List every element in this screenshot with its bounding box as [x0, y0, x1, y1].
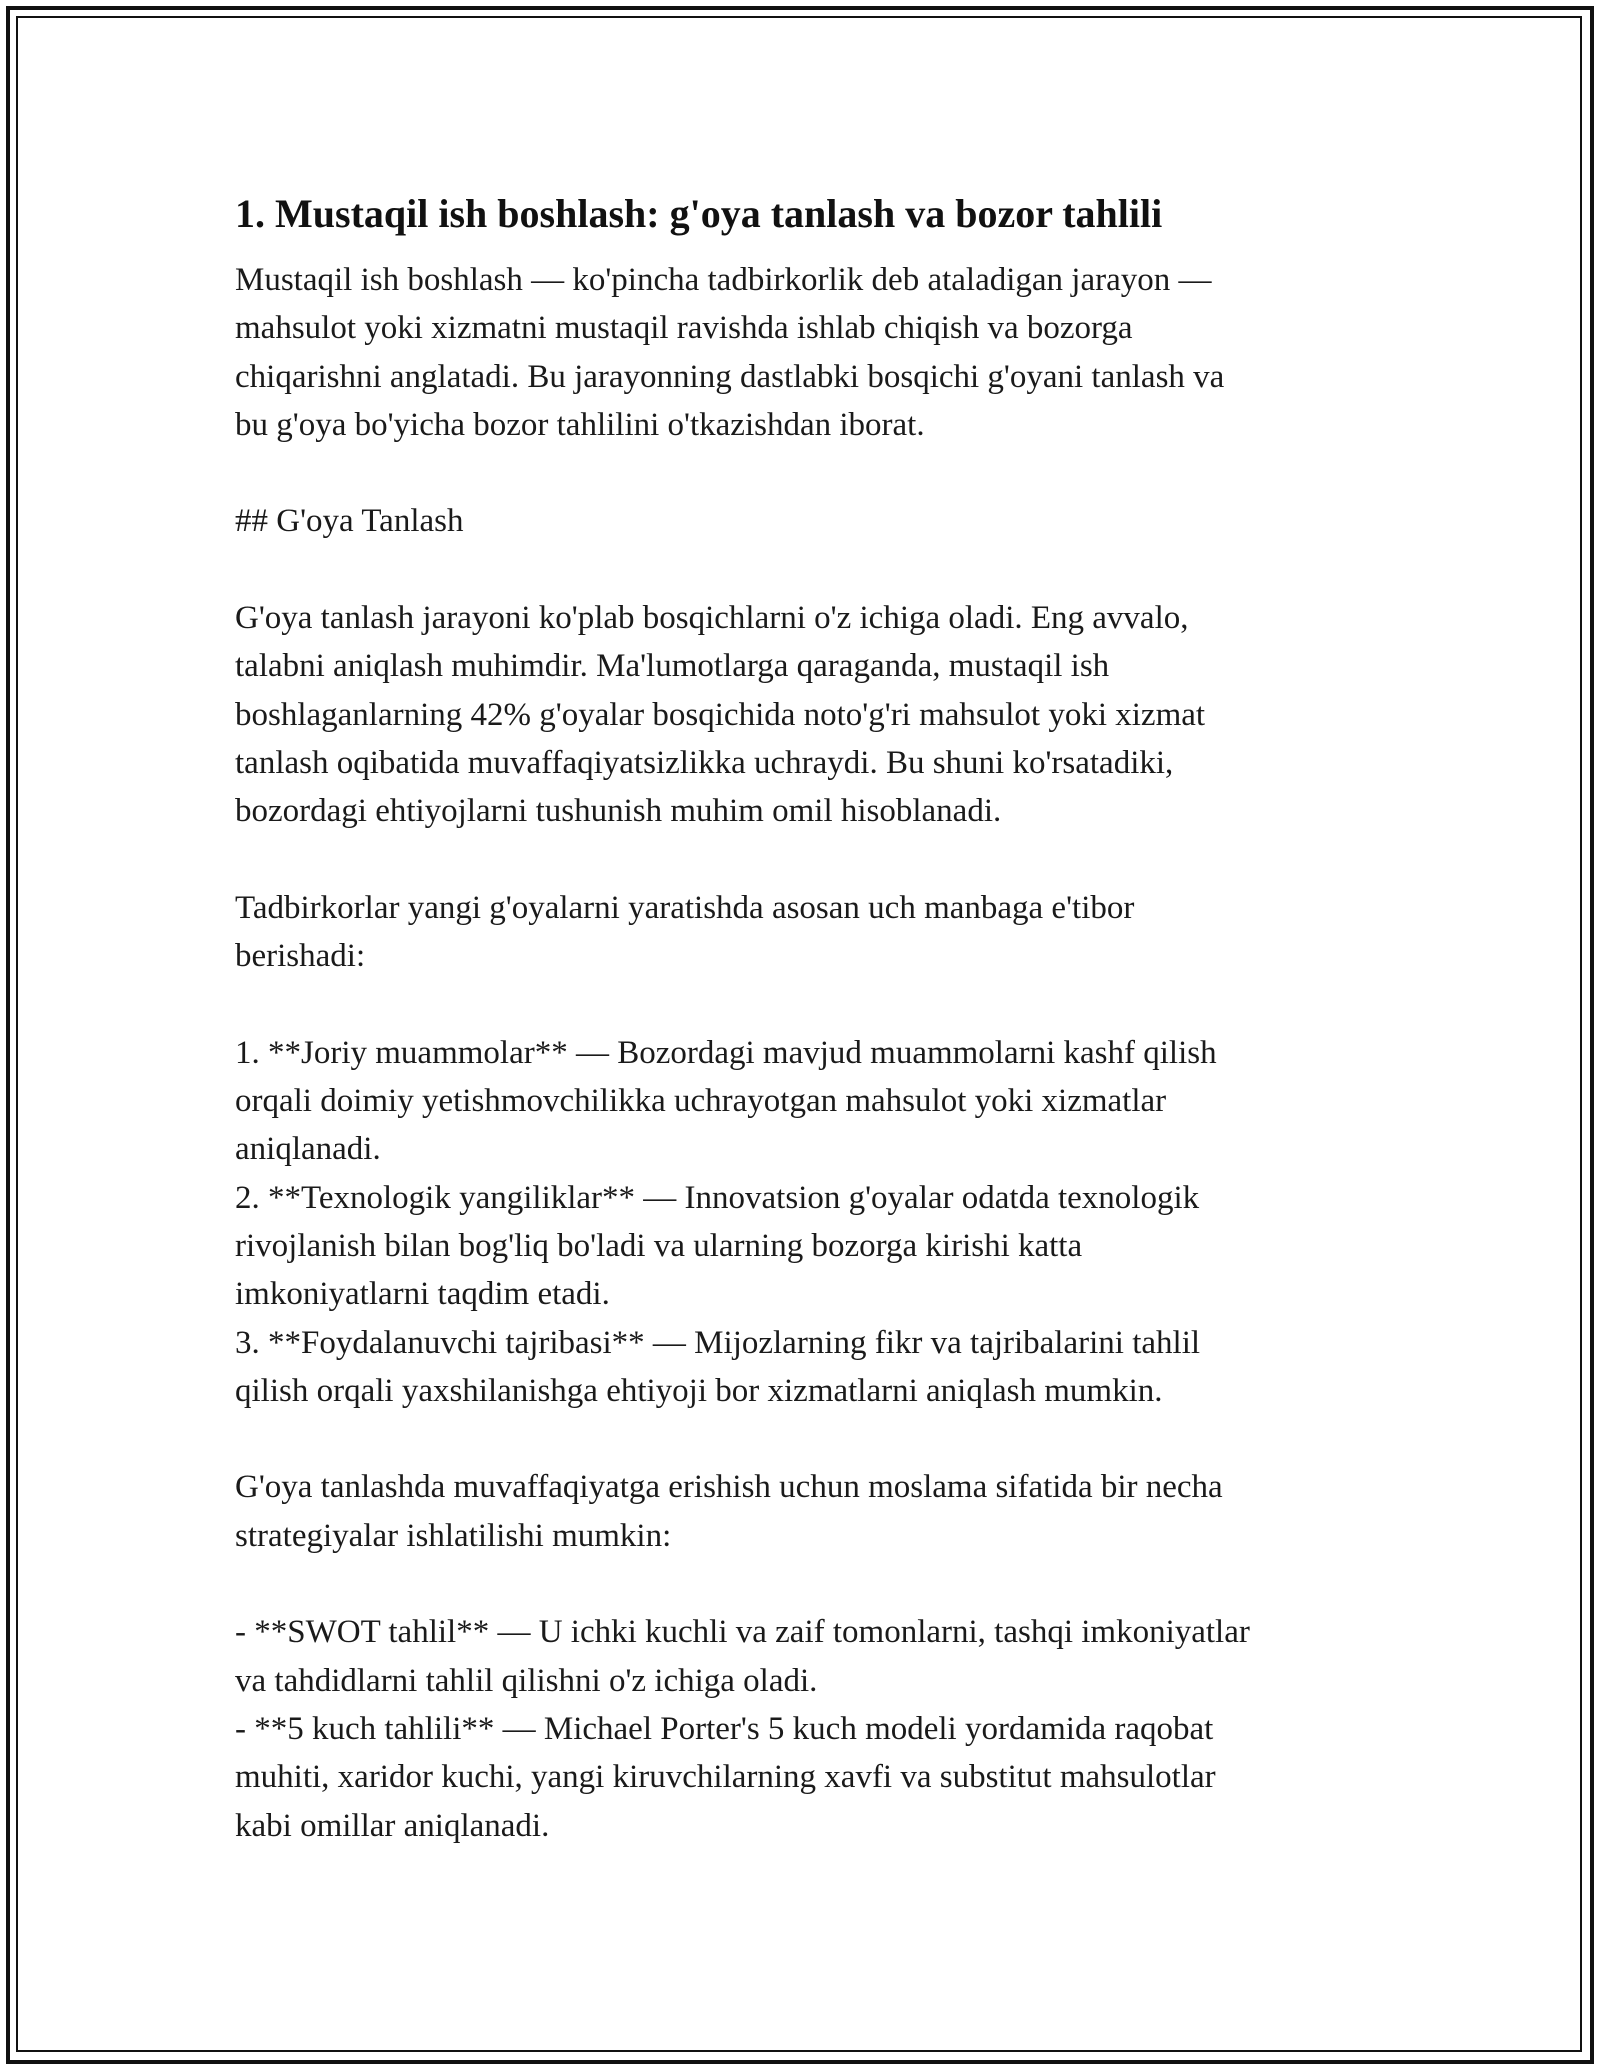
text-line [235, 980, 1380, 1028]
document-content [235, 186, 1380, 1850]
text-line: aniqlanadi. [235, 1131, 381, 1168]
text-line: G'oya tanlashda muvaffaqiyatga erishish uchun moslama sifatida bir necha [235, 1469, 1223, 1506]
text-line: qilish orqali yaxshilanishga ehtiyoji bor xizmatlarni aniqlash mumkin. [235, 1372, 1163, 1409]
text-line: talabni aniqlash muhimdir. Ma'lumotlarga qaraganda, mustaqil ish [235, 648, 1110, 685]
text-line: va tahdidlarni tahlil qilishni o'z ichiga oladi. [235, 1662, 818, 1699]
text-line: bozordagi ehtiyojlarni tushunish muhim omil hisoblanadi. [235, 793, 1002, 830]
text-line: Mustaqil ish boshlash — ko'pincha tadbirkorlik deb ataladigan jarayon — [235, 262, 1212, 298]
text-line: bu g'oya bo'yicha bozor tahlilini o'tkazishdan iborat. [235, 406, 925, 443]
text-line: tanlash oqibatida muvaffaqiyatsizlikka uchraydi. Bu shuni ko'rsatadiki, [235, 744, 1174, 781]
text-line [235, 1415, 1380, 1463]
text-line: mahsulot yoki xizmatni mustaqil ravishda ishlab chiqish va bozorga [235, 310, 1133, 347]
text-line [235, 449, 1380, 497]
text-line: orqali doimiy yetishmovchilikka uchrayotgan mahsulot yoki xizmatlar [235, 1083, 1167, 1120]
text-line: Tadbirkorlar yangi g'oyalarni yaratishda asosan uch manbaga e'tibor [235, 889, 1135, 926]
text-line: berishadi: [235, 938, 366, 975]
text-line [235, 546, 1380, 594]
text-line: - **5 kuch tahlili** — Michael Porter's 5 kuch modeli yordamida raqobat [235, 1710, 1214, 1747]
text-line: imkoniyatlarni taqdim etadi. [235, 1276, 610, 1313]
document-title: 1. Mustaqil ish boshlash: g'oya tanlash va bozor tahlili [235, 191, 1163, 236]
text-line: 1. **Joriy muammolar** — Bozordagi mavjud muammolarni kashf qilish [235, 1034, 1217, 1071]
text-line: kabi omillar aniqlanadi. [235, 1807, 550, 1844]
text-line: rivojlanish bilan bog'liq bo'ladi va ularning bozorga kirishi katta [235, 1227, 1083, 1264]
text-line [235, 1560, 1380, 1608]
text-line [235, 836, 1380, 884]
document-body [235, 256, 1380, 1850]
text-line: ## G'oya Tanlash [235, 503, 464, 540]
text-line: muhiti, xaridor kuchi, yangi kiruvchilarning xavfi va substitut mahsulotlar [235, 1759, 1216, 1796]
text-line: - **SWOT tahlil** — U ichki kuchli va zaif tomonlarni, tashqi imkoniyatlar [235, 1614, 1250, 1651]
text-line: 2. **Texnologik yangiliklar** — Innovatsion g'oyalar odatda texnologik [235, 1179, 1200, 1216]
text-line: G'oya tanlash jarayoni ko'plab bosqichlarni o'z ichiga oladi. Eng avvalo, [235, 600, 1189, 637]
text-line: boshlaganlarning 42% g'oyalar bosqichida noto'g'ri mahsulot yoki xizmat [235, 696, 1206, 733]
text-line: strategiyalar ishlatilishi mumkin: [235, 1517, 672, 1554]
text-line: 3. **Foydalanuvchi tajribasi** — Mijozlarning fikr va tajribalarini tahlil [235, 1324, 1201, 1361]
text-line: chiqarishni anglatadi. Bu jarayonning dastlabki bosqichi g'oyani tanlash va [235, 358, 1225, 395]
